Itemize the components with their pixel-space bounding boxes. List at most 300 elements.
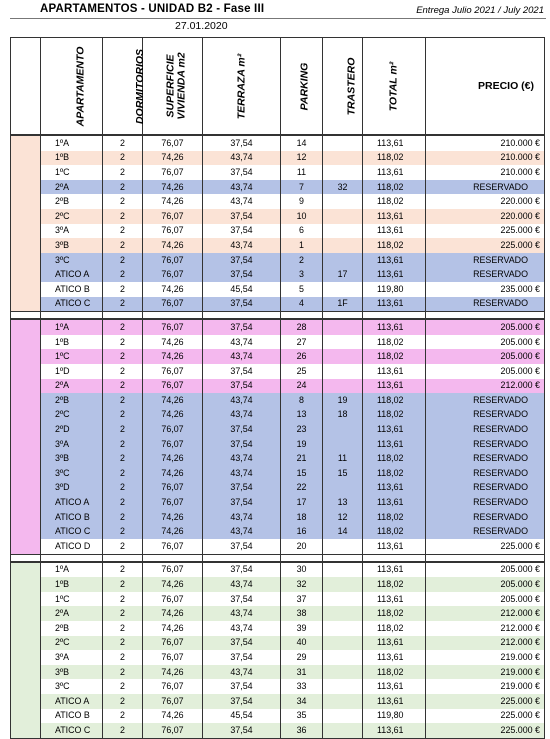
block-side-marker <box>11 379 41 394</box>
block-gap <box>11 554 545 562</box>
table-row <box>11 335 545 350</box>
apartamento-cell: 3ºB <box>41 238 103 253</box>
trastero-cell: 1F <box>323 297 363 312</box>
total-cell: 118,02 <box>363 408 426 423</box>
table-row <box>11 723 545 738</box>
parking-cell: 35 <box>281 709 323 724</box>
table-row <box>11 209 545 224</box>
parking-cell: 6 <box>281 224 323 239</box>
trastero-cell <box>323 253 363 268</box>
total-cell: 113,61 <box>363 437 426 452</box>
superficie-cell: 76,07 <box>143 636 203 651</box>
terraza-cell: 43,74 <box>203 180 281 195</box>
parking-cell: 13 <box>281 408 323 423</box>
table-row <box>11 709 545 724</box>
terraza-cell: 37,54 <box>203 422 281 437</box>
precio-cell: 225.000 € <box>426 539 545 554</box>
table-row <box>11 606 545 621</box>
total-cell: 113,61 <box>363 539 426 554</box>
block-side-marker <box>11 408 41 423</box>
terraza-cell: 43,74 <box>203 408 281 423</box>
parking-cell: 26 <box>281 349 323 364</box>
parking-cell: 27 <box>281 335 323 350</box>
dormitorios-cell: 2 <box>103 209 143 224</box>
total-cell: 118,02 <box>363 151 426 166</box>
dormitorios-cell: 2 <box>103 606 143 621</box>
table-row <box>11 349 545 364</box>
trastero-cell <box>323 238 363 253</box>
dormitorios-cell: 2 <box>103 297 143 312</box>
block-side-marker <box>11 151 41 166</box>
total-cell: 113,61 <box>363 562 426 578</box>
block-side-marker <box>11 451 41 466</box>
terraza-cell: 43,74 <box>203 335 281 350</box>
total-cell: 113,61 <box>363 267 426 282</box>
precio-cell: RESERVADO <box>426 481 545 496</box>
table-row <box>11 319 545 335</box>
terraza-cell: 37,54 <box>203 723 281 738</box>
header-side <box>11 38 41 136</box>
header-apartamento: APARTAMENTO <box>41 38 103 136</box>
dormitorios-cell: 2 <box>103 408 143 423</box>
apartamento-cell: 3ºA <box>41 437 103 452</box>
trastero-cell <box>323 165 363 180</box>
parking-cell: 15 <box>281 466 323 481</box>
gap-cell <box>41 312 103 320</box>
parking-cell: 14 <box>281 135 323 151</box>
superficie-cell: 76,07 <box>143 253 203 268</box>
superficie-cell: 76,07 <box>143 135 203 151</box>
total-cell: 118,02 <box>363 451 426 466</box>
terraza-cell: 37,54 <box>203 253 281 268</box>
table-row <box>11 524 545 539</box>
superficie-cell: 74,26 <box>143 466 203 481</box>
parking-cell: 5 <box>281 282 323 297</box>
block-side-marker <box>11 422 41 437</box>
terraza-cell: 37,54 <box>203 694 281 709</box>
precio-cell: RESERVADO <box>426 451 545 466</box>
trastero-cell <box>323 709 363 724</box>
superficie-cell: 76,07 <box>143 297 203 312</box>
superficie-cell: 76,07 <box>143 539 203 554</box>
dormitorios-cell: 2 <box>103 379 143 394</box>
block-side-marker <box>11 524 41 539</box>
terraza-cell: 43,74 <box>203 577 281 592</box>
terraza-cell: 37,54 <box>203 495 281 510</box>
dormitorios-cell: 2 <box>103 282 143 297</box>
table-row <box>11 621 545 636</box>
precio-cell: 212.000 € <box>426 621 545 636</box>
parking-cell: 7 <box>281 180 323 195</box>
parking-cell: 28 <box>281 319 323 335</box>
apartments-table <box>10 37 545 739</box>
terraza-cell: 43,74 <box>203 349 281 364</box>
table-row <box>11 297 545 312</box>
apartamento-cell: ATICO A <box>41 495 103 510</box>
precio-cell: 225.000 € <box>426 224 545 239</box>
apartamento-cell: ATICO B <box>41 282 103 297</box>
parking-cell: 16 <box>281 524 323 539</box>
gap-cell <box>363 554 426 562</box>
terraza-cell: 37,54 <box>203 650 281 665</box>
block-side-marker <box>11 466 41 481</box>
superficie-cell: 74,26 <box>143 665 203 680</box>
table-row <box>11 393 545 408</box>
trastero-cell <box>323 151 363 166</box>
precio-cell: 205.000 € <box>426 364 545 379</box>
table-row <box>11 364 545 379</box>
trastero-cell: 14 <box>323 524 363 539</box>
trastero-cell <box>323 621 363 636</box>
dormitorios-cell: 2 <box>103 437 143 452</box>
dormitorios-cell: 2 <box>103 267 143 282</box>
superficie-cell: 74,26 <box>143 194 203 209</box>
parking-cell: 9 <box>281 194 323 209</box>
total-cell: 113,61 <box>363 650 426 665</box>
total-cell: 118,02 <box>363 349 426 364</box>
parking-cell: 20 <box>281 539 323 554</box>
trastero-cell <box>323 194 363 209</box>
precio-cell: 212.000 € <box>426 379 545 394</box>
parking-cell: 1 <box>281 238 323 253</box>
apartamento-cell: 1ºC <box>41 349 103 364</box>
superficie-cell: 74,26 <box>143 621 203 636</box>
precio-cell: RESERVADO <box>426 510 545 525</box>
dormitorios-cell: 2 <box>103 238 143 253</box>
header-total: TOTAL m² <box>363 38 426 136</box>
gap-cell <box>281 312 323 320</box>
total-cell: 113,61 <box>363 636 426 651</box>
gap-cell <box>41 554 103 562</box>
block-side-marker <box>11 606 41 621</box>
precio-cell: 210.000 € <box>426 135 545 151</box>
table-row <box>11 180 545 195</box>
block-side-marker <box>11 135 41 151</box>
table-body <box>11 135 545 738</box>
dormitorios-cell: 2 <box>103 694 143 709</box>
superficie-cell: 76,07 <box>143 267 203 282</box>
dormitorios-cell: 2 <box>103 562 143 578</box>
superficie-cell: 74,26 <box>143 606 203 621</box>
block-side-marker <box>11 209 41 224</box>
gap-cell <box>143 312 203 320</box>
superficie-cell: 76,07 <box>143 165 203 180</box>
parking-cell: 40 <box>281 636 323 651</box>
block-side-marker <box>11 319 41 335</box>
terraza-cell: 43,74 <box>203 466 281 481</box>
apartamento-cell: 1ºA <box>41 135 103 151</box>
trastero-cell <box>323 592 363 607</box>
terraza-cell: 43,74 <box>203 621 281 636</box>
trastero-cell: 17 <box>323 267 363 282</box>
apartamento-cell: 2ºA <box>41 180 103 195</box>
terraza-cell: 37,54 <box>203 165 281 180</box>
gap-cell <box>203 554 281 562</box>
apartamento-cell: 1ºB <box>41 335 103 350</box>
dormitorios-cell: 2 <box>103 393 143 408</box>
parking-cell: 38 <box>281 606 323 621</box>
precio-cell: RESERVADO <box>426 466 545 481</box>
total-cell: 113,61 <box>363 481 426 496</box>
page-title: APARTAMENTOS - UNIDAD B2 - Fase III <box>40 3 265 15</box>
block-side-marker <box>11 709 41 724</box>
parking-cell: 4 <box>281 297 323 312</box>
block-side-marker <box>11 577 41 592</box>
parking-cell: 12 <box>281 151 323 166</box>
apartamento-cell: 1ºD <box>41 364 103 379</box>
precio-cell: 225.000 € <box>426 723 545 738</box>
gap-cell <box>143 554 203 562</box>
table-row <box>11 481 545 496</box>
dormitorios-cell: 2 <box>103 636 143 651</box>
table-row <box>11 636 545 651</box>
table-row <box>11 679 545 694</box>
terraza-cell: 43,74 <box>203 606 281 621</box>
block-side-marker <box>11 282 41 297</box>
total-cell: 119,80 <box>363 709 426 724</box>
block-side-marker <box>11 621 41 636</box>
total-cell: 113,61 <box>363 209 426 224</box>
parking-cell: 24 <box>281 379 323 394</box>
terraza-cell: 43,74 <box>203 451 281 466</box>
block-side-marker <box>11 393 41 408</box>
total-cell: 118,02 <box>363 180 426 195</box>
superficie-cell: 74,26 <box>143 408 203 423</box>
table-row <box>11 422 545 437</box>
dormitorios-cell: 2 <box>103 577 143 592</box>
header-dormitorios: DORMITORIOS <box>103 38 143 136</box>
precio-cell: 220.000 € <box>426 209 545 224</box>
apartamento-cell: ATICO D <box>41 539 103 554</box>
trastero-cell <box>323 319 363 335</box>
dormitorios-cell: 2 <box>103 319 143 335</box>
table-row <box>11 650 545 665</box>
parking-cell: 11 <box>281 165 323 180</box>
block-gap <box>11 312 545 320</box>
parking-cell: 18 <box>281 510 323 525</box>
terraza-cell: 43,74 <box>203 194 281 209</box>
block-side-marker <box>11 297 41 312</box>
precio-cell: 205.000 € <box>426 592 545 607</box>
total-cell: 113,61 <box>363 319 426 335</box>
terraza-cell: 43,74 <box>203 151 281 166</box>
apartamento-cell: 3ºC <box>41 466 103 481</box>
parking-cell: 33 <box>281 679 323 694</box>
superficie-cell: 74,26 <box>143 151 203 166</box>
trastero-cell <box>323 665 363 680</box>
precio-cell: 205.000 € <box>426 349 545 364</box>
apartamento-cell: 2ºA <box>41 379 103 394</box>
total-cell: 113,61 <box>363 253 426 268</box>
block-side-marker <box>11 165 41 180</box>
dormitorios-cell: 2 <box>103 151 143 166</box>
header-row <box>11 38 545 136</box>
parking-cell: 37 <box>281 592 323 607</box>
terraza-cell: 37,54 <box>203 481 281 496</box>
table-row <box>11 466 545 481</box>
apartamento-cell: 3ºD <box>41 481 103 496</box>
terraza-cell: 37,54 <box>203 267 281 282</box>
apartamento-cell: 1ºC <box>41 165 103 180</box>
parking-cell: 17 <box>281 495 323 510</box>
terraza-cell: 43,74 <box>203 524 281 539</box>
parking-cell: 3 <box>281 267 323 282</box>
apartamento-cell: 3ºC <box>41 679 103 694</box>
block-side-marker <box>11 194 41 209</box>
precio-cell: RESERVADO <box>426 524 545 539</box>
block-side-marker <box>11 481 41 496</box>
dormitorios-cell: 2 <box>103 539 143 554</box>
table-row <box>11 194 545 209</box>
parking-cell: 25 <box>281 364 323 379</box>
precio-cell: 219.000 € <box>426 650 545 665</box>
trastero-cell <box>323 282 363 297</box>
precio-cell: RESERVADO <box>426 437 545 452</box>
apartamento-cell: 1ºB <box>41 577 103 592</box>
terraza-cell: 37,54 <box>203 437 281 452</box>
terraza-cell: 37,54 <box>203 209 281 224</box>
apartamento-cell: 2ºC <box>41 209 103 224</box>
block-side-marker <box>11 253 41 268</box>
superficie-cell: 74,26 <box>143 282 203 297</box>
terraza-cell: 43,74 <box>203 393 281 408</box>
trastero-cell <box>323 335 363 350</box>
trastero-cell <box>323 723 363 738</box>
dormitorios-cell: 2 <box>103 165 143 180</box>
gap-cell <box>281 554 323 562</box>
terraza-cell: 43,74 <box>203 238 281 253</box>
block-side-marker <box>11 349 41 364</box>
apartamento-cell: 2ºB <box>41 621 103 636</box>
trastero-cell <box>323 481 363 496</box>
total-cell: 113,61 <box>363 495 426 510</box>
precio-cell: 219.000 € <box>426 679 545 694</box>
table-row <box>11 165 545 180</box>
parking-cell: 34 <box>281 694 323 709</box>
precio-cell: RESERVADO <box>426 253 545 268</box>
apartamento-cell: 3ºB <box>41 665 103 680</box>
total-cell: 113,61 <box>363 679 426 694</box>
trastero-cell <box>323 437 363 452</box>
terraza-cell: 37,54 <box>203 379 281 394</box>
dormitorios-cell: 2 <box>103 180 143 195</box>
gap-cell <box>11 554 41 562</box>
apartamento-cell: ATICO C <box>41 297 103 312</box>
superficie-cell: 76,07 <box>143 437 203 452</box>
superficie-cell: 76,07 <box>143 224 203 239</box>
superficie-cell: 74,26 <box>143 180 203 195</box>
apartamento-cell: ATICO C <box>41 524 103 539</box>
precio-cell: 220.000 € <box>426 194 545 209</box>
block-side-marker <box>11 335 41 350</box>
dormitorios-cell: 2 <box>103 495 143 510</box>
terraza-cell: 45,54 <box>203 282 281 297</box>
trastero-cell <box>323 694 363 709</box>
table-row <box>11 562 545 578</box>
total-cell: 113,61 <box>363 297 426 312</box>
superficie-cell: 76,07 <box>143 592 203 607</box>
header-precio: PRECIO (€) <box>426 38 545 136</box>
trastero-cell <box>323 379 363 394</box>
gap-cell <box>323 312 363 320</box>
total-cell: 113,61 <box>363 224 426 239</box>
superficie-cell: 76,07 <box>143 481 203 496</box>
parking-cell: 30 <box>281 562 323 578</box>
superficie-cell: 76,07 <box>143 650 203 665</box>
apartamento-cell: 1ºA <box>41 319 103 335</box>
dormitorios-cell: 2 <box>103 349 143 364</box>
block-side-marker <box>11 510 41 525</box>
block-side-marker <box>11 224 41 239</box>
total-cell: 118,02 <box>363 393 426 408</box>
total-cell: 118,02 <box>363 466 426 481</box>
header-superficie-line2: VIVIENDA m2 <box>175 51 188 120</box>
block-side-marker <box>11 437 41 452</box>
dormitorios-cell: 2 <box>103 592 143 607</box>
apartamento-cell: 3ºB <box>41 451 103 466</box>
gap-cell <box>103 554 143 562</box>
block-side-marker <box>11 539 41 554</box>
header-terraza: TERRAZA m² <box>203 38 281 136</box>
total-cell: 113,61 <box>363 379 426 394</box>
terraza-cell: 45,54 <box>203 709 281 724</box>
superficie-cell: 76,07 <box>143 679 203 694</box>
total-cell: 118,02 <box>363 510 426 525</box>
table-row <box>11 694 545 709</box>
trastero-cell: 12 <box>323 510 363 525</box>
terraza-cell: 37,54 <box>203 319 281 335</box>
trastero-cell <box>323 364 363 379</box>
superficie-cell: 74,26 <box>143 709 203 724</box>
total-cell: 113,61 <box>363 723 426 738</box>
apartamento-cell: 2ºA <box>41 606 103 621</box>
parking-cell: 10 <box>281 209 323 224</box>
block-side-marker <box>11 665 41 680</box>
table-row <box>11 282 545 297</box>
table-row <box>11 253 545 268</box>
parking-cell: 19 <box>281 437 323 452</box>
trastero-cell <box>323 679 363 694</box>
trastero-cell: 18 <box>323 408 363 423</box>
parking-cell: 23 <box>281 422 323 437</box>
precio-cell: 225.000 € <box>426 238 545 253</box>
superficie-cell: 76,07 <box>143 562 203 578</box>
dormitorios-cell: 2 <box>103 679 143 694</box>
precio-cell: 210.000 € <box>426 165 545 180</box>
total-cell: 118,02 <box>363 524 426 539</box>
trastero-cell <box>323 422 363 437</box>
header-trastero: TRASTERO <box>323 38 363 136</box>
dormitorios-cell: 2 <box>103 335 143 350</box>
trastero-cell: 19 <box>323 393 363 408</box>
superficie-cell: 74,26 <box>143 349 203 364</box>
gap-cell <box>363 312 426 320</box>
trastero-cell <box>323 224 363 239</box>
terraza-cell: 37,54 <box>203 224 281 239</box>
apartamento-cell: 1ºB <box>41 151 103 166</box>
table-row <box>11 135 545 151</box>
dormitorios-cell: 2 <box>103 621 143 636</box>
terraza-cell: 37,54 <box>203 539 281 554</box>
dormitorios-cell: 2 <box>103 524 143 539</box>
block-side-marker <box>11 723 41 738</box>
apartamento-cell: ATICO C <box>41 723 103 738</box>
trastero-cell <box>323 349 363 364</box>
trastero-cell <box>323 209 363 224</box>
terraza-cell: 37,54 <box>203 592 281 607</box>
apartamento-cell: 2ºB <box>41 194 103 209</box>
total-cell: 118,02 <box>363 335 426 350</box>
